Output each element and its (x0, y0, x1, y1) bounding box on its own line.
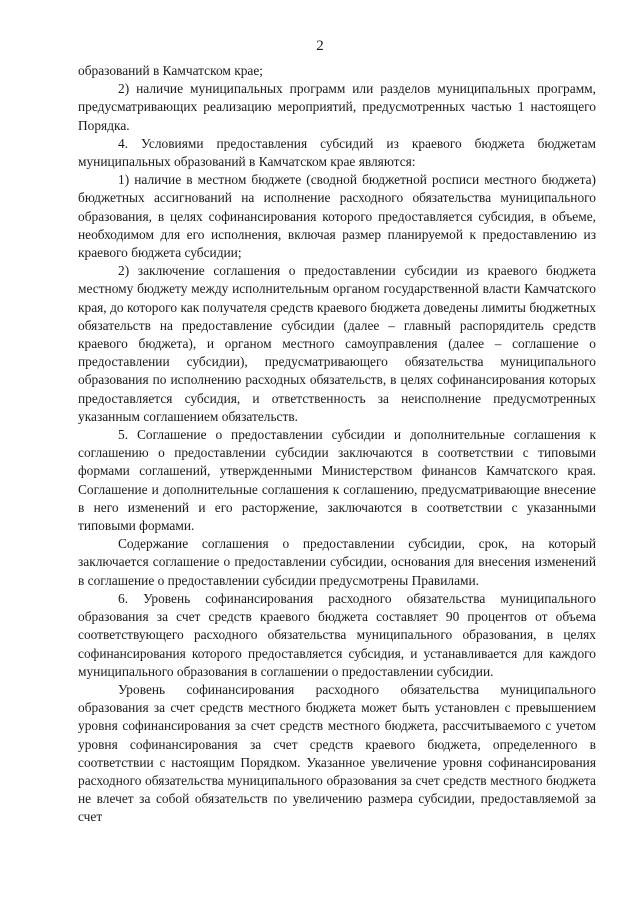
page-number: 2 (316, 38, 324, 54)
paragraph-cofinancing-level: Уровень софинансирования расходного обязательства муниципального образования за счет средств местного бюджета может быть установлен с превышением уровня софинансирования за счет средств местного бюджета, рассчитываемого с учетом уровня софинансирования за счет средств краевого бюджета, определенного в соответствии с настоящим Порядком. Указанное увеличение уровня софинансирования расходного обязательства муниципального образования за счет средств местного бюджета не влечет за собой обязательств по увеличению размера субсидии, предоставляемой за счет (78, 681, 596, 825)
paragraph-condition-1: 1) наличие в местном бюджете (сводной бюджетной росписи местного бюджета) бюджетных ассигнований на исполнение расходного обязательства муниципального образования, в целях софинансирования которого предоставляется субсидия, в объеме, необходимом для его исполнения, включая размер планируемой к предоставлению из краевого бюджета субсидии; (78, 172, 596, 261)
paragraph-section-5: 5. Соглашение о предоставлении субсидии и дополнительные соглашения к соглашению о предоставлении субсидии заключаются в соответствии с типовыми формами соглашений, утвержденными Министерством финансов Камчатского края. Соглашение и дополнительные соглашения к соглашению, предусматривающие внесение в него изменений и его расторжение, заключаются в соответствии с указанными типовыми формами. (78, 427, 596, 534)
paragraph-continuation: образований в Камчатском крае; (78, 63, 264, 78)
paragraph-condition-2: 2) заключение соглашения о предоставлении субсидии из краевого бюджета местному бюджету между исполнительным органом государственной власти Камчатского края, до которого как получателя средств краевого бюджета доведены лимиты бюджетных обязательств на предоставление субсидии (далее – главный распорядитель средств краевого бюджета), и органом местного самоуправления (далее – соглашение о предоставлении субсидии), предусматривающего обязательства муниципального образования по исполнению расходных обязательств, в целях софинансирования которых предоставляется субсидия, и ответственность за неисполнение предусмотренных указанным соглашением обязательств. (78, 263, 596, 424)
paragraph-section-4: 4. Условиями предоставления субсидий из краевого бюджета бюджетам муниципальных образований в Камчатском крае являются: (78, 135, 596, 170)
paragraph-agreement-content: Содержание соглашения о предоставлении субсидии, срок, на который заключается соглашение о предоставлении субсидии, основания для внесения изменений в соглашение о предоставлении субсидии предусмотрены Правилами. (78, 536, 596, 588)
paragraph-item-2-programs: 2) наличие муниципальных программ или разделов муниципальных программ, предусматривающих реализацию мероприятий, предусмотренных частью 1 настоящего Порядка. (78, 81, 596, 133)
paragraph-section-6: 6. Уровень софинансирования расходного обязательства муниципального образования за счет средств краевого бюджета составляет 90 процентов от объема соответствующего расходного обязательства муниципального образования, в целях софинансирования которого предоставляется субсидия, и устанавливается для каждого муниципального образования в соглашении о предоставлении субсидии. (78, 590, 596, 679)
document-body (78, 62, 596, 827)
